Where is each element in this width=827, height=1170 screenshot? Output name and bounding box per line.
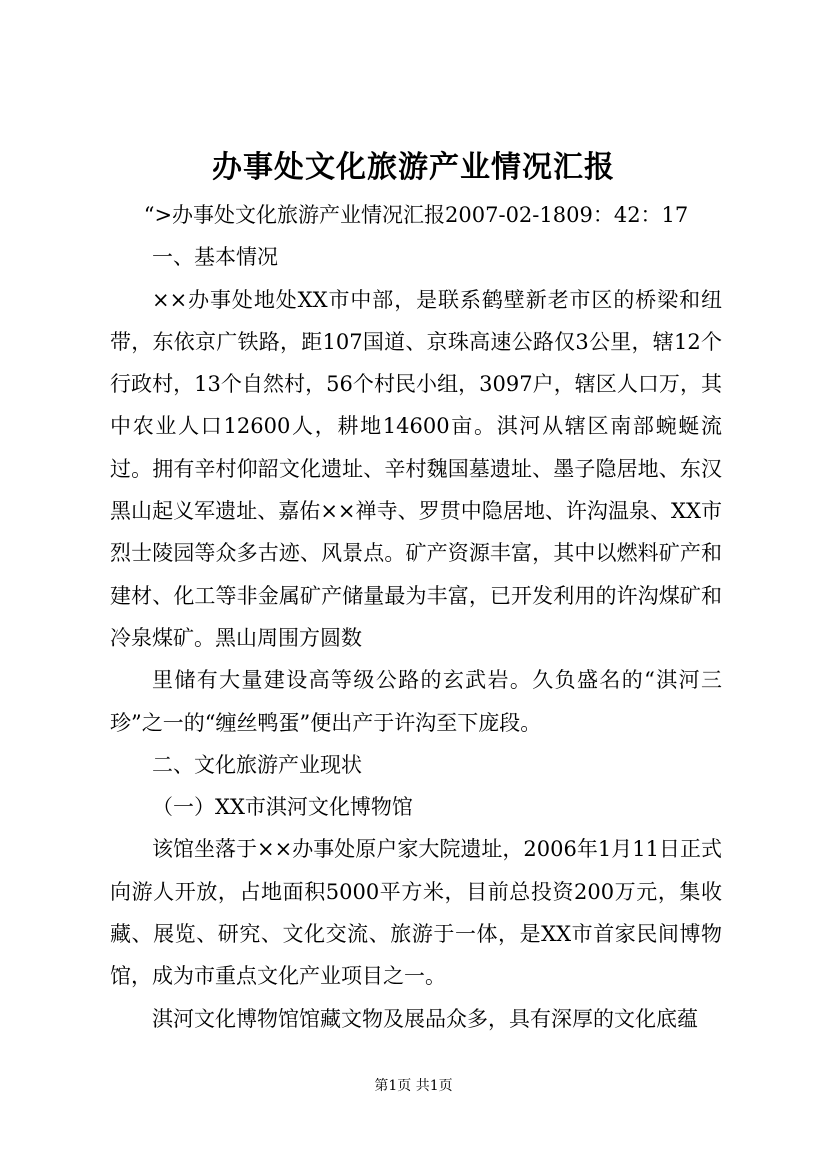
section-heading-tourism-status: 二、文化旅游产业现状 xyxy=(152,752,362,777)
paragraph-basic-info: ××办事处地处XX市中部，是联系鹤壁新老市区的桥梁和纽带，东依京广铁路，距107国道、京珠高速公路仅3公里，辖12个行政村，13个自然村，56个村民小组，3097户，辖区人口万，其中农业人口12600人，耕地14600亩。淇河从辖区南部蜿蜒流过。拥有辛村仰韶文化遗址、辛村魏国墓遗址、墨子隐居地、东汉黑山起义军遗址、嘉佑××禅寺、罗贯中隐居地、许沟温泉、XX市烈士陵园等众多古迹、风景点。矿产资源丰富，其中以燃料矿产和建材、化工等非金属矿产储量最为丰富，已开发利用的许沟煤矿和冷泉煤矿。黑山周围方圆数 xyxy=(110,287,722,650)
paragraph-museum-collection: 淇河文化博物馆馆藏文物及展品众多，具有深厚的文化底蕴 xyxy=(152,1006,698,1031)
page-number-footer: 第1页 共1页 xyxy=(374,1078,453,1094)
document-title: 办事处文化旅游产业情况汇报 xyxy=(212,150,615,185)
subsection-heading-museum: （一）XX市淇河文化博物馆 xyxy=(152,795,413,820)
paragraph-museum-intro: 该馆坐落于××办事处原户家大院遗址，2006年1月11日正式向游人开放，占地面积5000平方米，目前总投资200万元，集收藏、展览、研究、文化交流、旅游于一体，是XX市首家民间博物馆，成为市重点文化产业项目之一。 xyxy=(110,837,722,989)
paragraph-basalt-and-eggs: 里储有大量建设高等级公路的玄武岩。久负盛名的“淇河三珍”之一的“缠丝鸭蛋”便出产于许沟至下庞段。 xyxy=(110,668,722,735)
subtitle-line: “>办事处文化旅游产业情况汇报2007-02-1809：42：17 xyxy=(143,203,689,227)
document-body xyxy=(110,194,722,1040)
section-heading-basic-info: 一、基本情况 xyxy=(152,245,278,270)
